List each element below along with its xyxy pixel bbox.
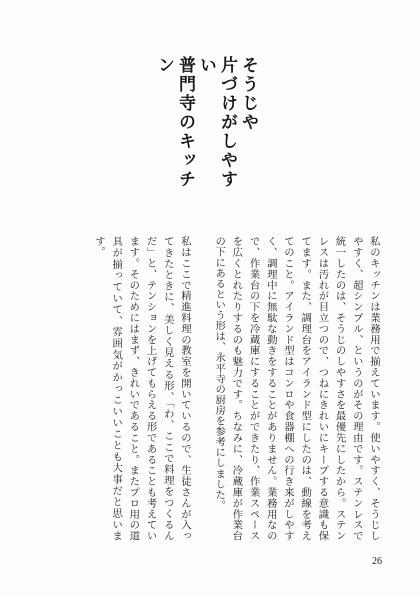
body-text — [90, 236, 382, 541]
page-title — [153, 56, 258, 206]
title-line-2: 片づけがしやすい — [196, 56, 237, 189]
paragraph-2: 私はここで精進料理の教室を開いているので、生徒さんが入ってきたときに、美しく見える形、「わ、ここで料理をつくるんだ」と、テンションを上げてもらえる形であることも考えています。そのためにはまず、きれいであること。またプロ用の道具が揃っていて、雰囲気がかっこいいことも大事だと思います。 — [92, 236, 191, 541]
page-number: 26 — [372, 556, 382, 567]
title-line-3: 普門寺のキッチン — [154, 56, 195, 189]
title-line-1: そうじや — [238, 56, 258, 132]
paragraph-1: 私のキッチンは業務用で揃えています。使いやすく、そうじしやすく、超シンプル、というのがその理由です。ステンレスで統一したのは、そうじのしやすさを最優先にしたから。ステンレスは汚れが目立つので、つねにきれいにキープする意識も保てます。また、調理台をアイランド型にしたのは、動線を考えてのこと。アイランド型はコンロや食器棚への行き来がしやすく、調理中に無駄な動きをすることがありません。業務用なので、作業台の下を冷蔵庫にすることができたり、作業スペースを広くとれたりするのも魅力です。ちなみに、冷蔵庫が作業台の下にあるという形は、永平寺の厨房を参考にしました。 — [213, 236, 380, 541]
